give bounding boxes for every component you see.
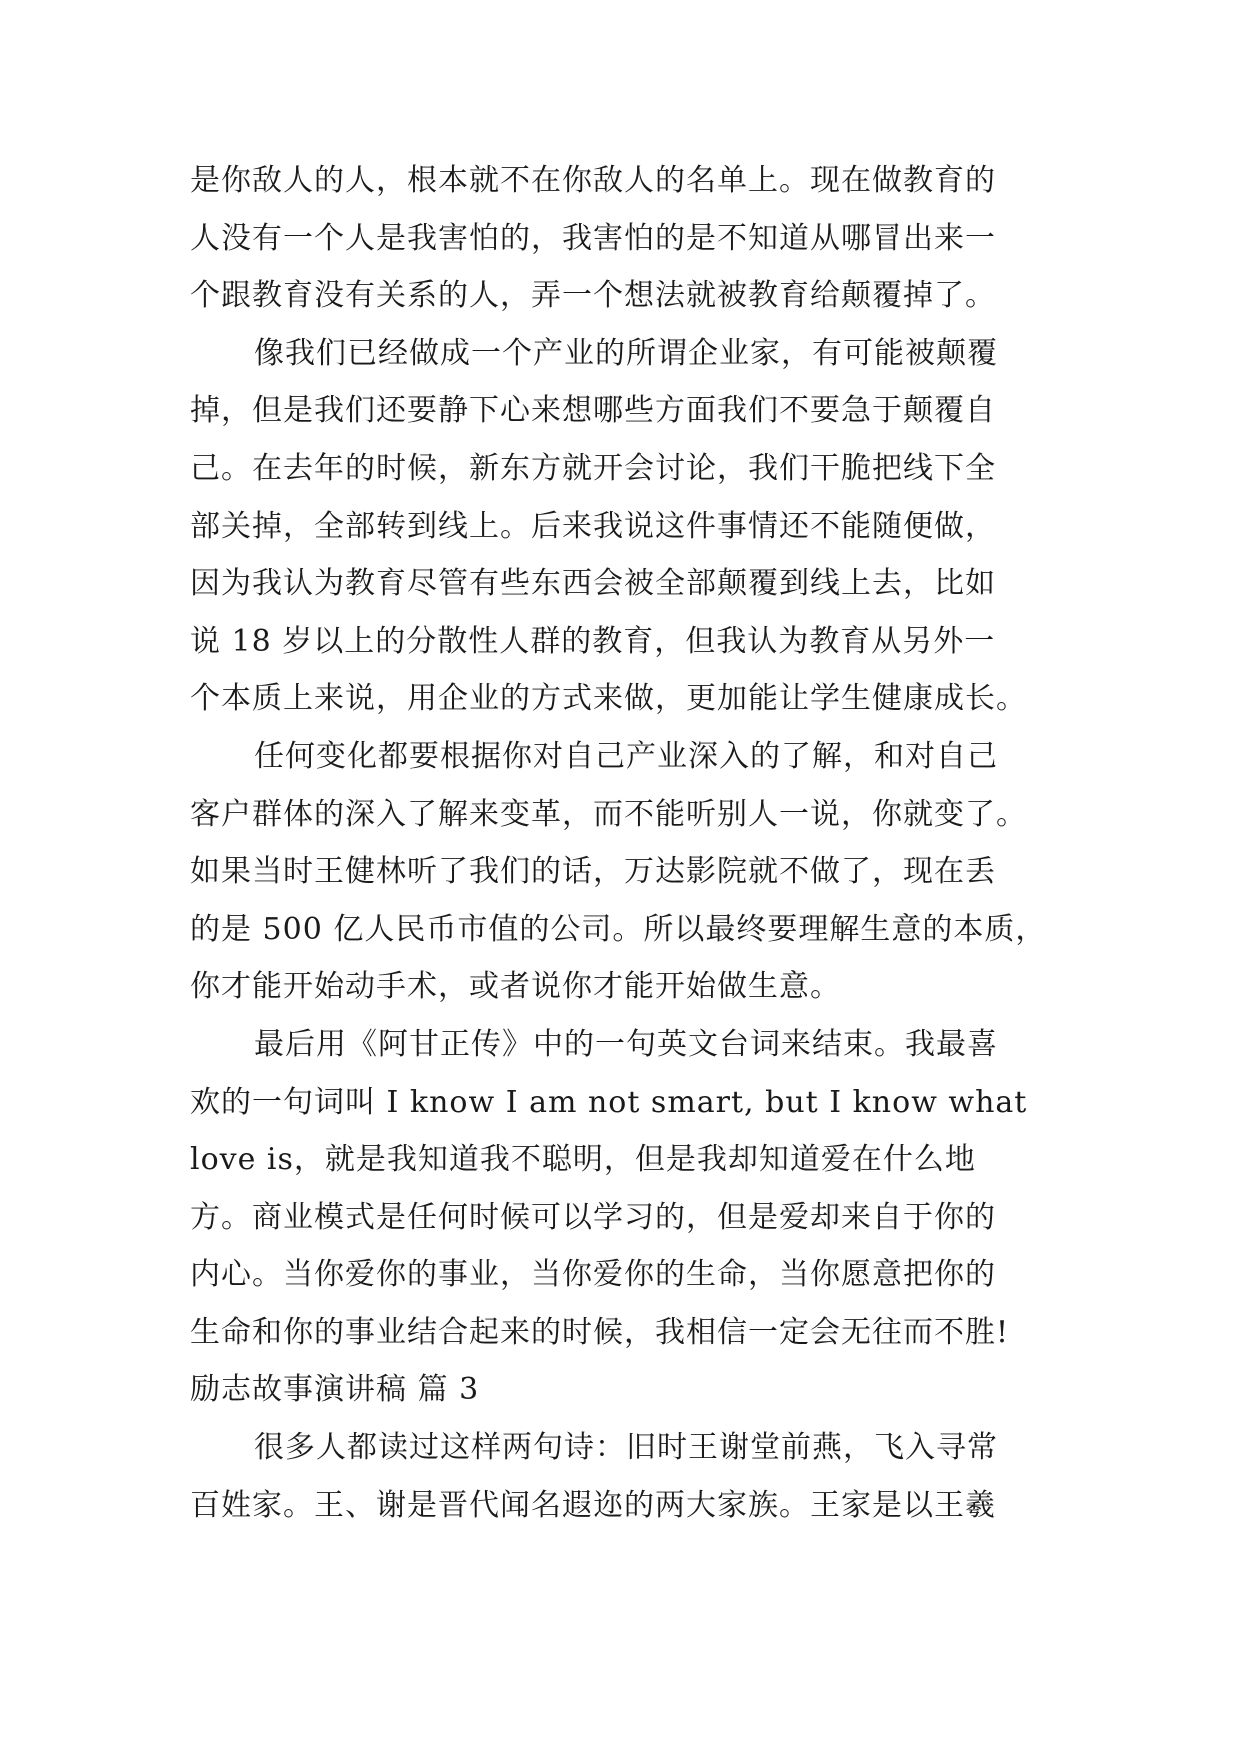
- text-line: 生命和你的事业结合起来的时候，我相信一定会无往而不胜!: [190, 1314, 1010, 1350]
- text-line: 客户群体的深入了解来变革，而不能听别人一说，你就变了。: [190, 796, 1027, 832]
- text-line: 任何变化都要根据你对自己产业深入的了解，和对自己: [254, 738, 998, 774]
- text-line: love is，就是我知道我不聪明，但是我却知道爱在什么地: [190, 1142, 976, 1178]
- text-line: 百姓家。王、谢是晋代闻名遐迩的两大家族。王家是以王羲: [190, 1487, 996, 1523]
- text-line: 励志故事演讲稿 篇 3: [190, 1372, 480, 1408]
- text-line: 说 18 岁以上的分散性人群的教育，但我认为教育从另外一: [190, 623, 996, 659]
- text-line: 部关掉，全部转到线上。后来我说这件事情还不能随便做，: [190, 508, 996, 544]
- text-line: 很多人都读过这样两句诗：旧时王谢堂前燕，飞入寻常: [254, 1430, 998, 1466]
- text-line: 个跟教育没有关系的人，弄一个想法就被教育给颠覆掉了。: [190, 278, 996, 314]
- text-line: 最后用《阿甘正传》中的一句英文台词来结束。我最喜: [254, 1026, 998, 1062]
- text-line: 是你敌人的人，根本就不在你敌人的名单上。现在做教育的: [190, 163, 996, 198]
- text-line: 内心。当你爱你的事业，当你爱你的生命，当你愿意把你的: [190, 1257, 996, 1293]
- text-line: 掉，但是我们还要静下心来想哪些方面我们不要急于颠覆自: [190, 393, 996, 429]
- text-line: 因为我认为教育尽管有些东西会被全部颠覆到线上去，比如: [190, 566, 996, 602]
- text-line: 的是 500 亿人民币市值的公司。所以最终要理解生意的本质，: [190, 911, 1047, 947]
- text-line: 欢的一句词叫 I know I am not smart, but I know what: [190, 1084, 1028, 1120]
- text-line: 己。在去年的时候，新东方就开会讨论，我们干脆把线下全: [190, 450, 996, 486]
- text-line: 人没有一个人是我害怕的，我害怕的是不知道从哪冒出来一: [190, 220, 996, 256]
- text-line: 如果当时王健林听了我们的话，万达影院就不做了，现在丢: [190, 854, 996, 890]
- text-line: 个本质上来说，用企业的方式来做，更加能让学生健康成长。: [190, 681, 1027, 717]
- body-text: [190, 152, 1050, 1534]
- text-line: 你才能开始动手术，或者说你才能开始做生意。: [190, 969, 841, 1005]
- text-line: 像我们已经做成一个产业的所谓企业家，有可能被颠覆: [254, 335, 998, 371]
- text-line: 方。商业模式是任何时候可以学习的，但是爱却来自于你的: [190, 1199, 996, 1235]
